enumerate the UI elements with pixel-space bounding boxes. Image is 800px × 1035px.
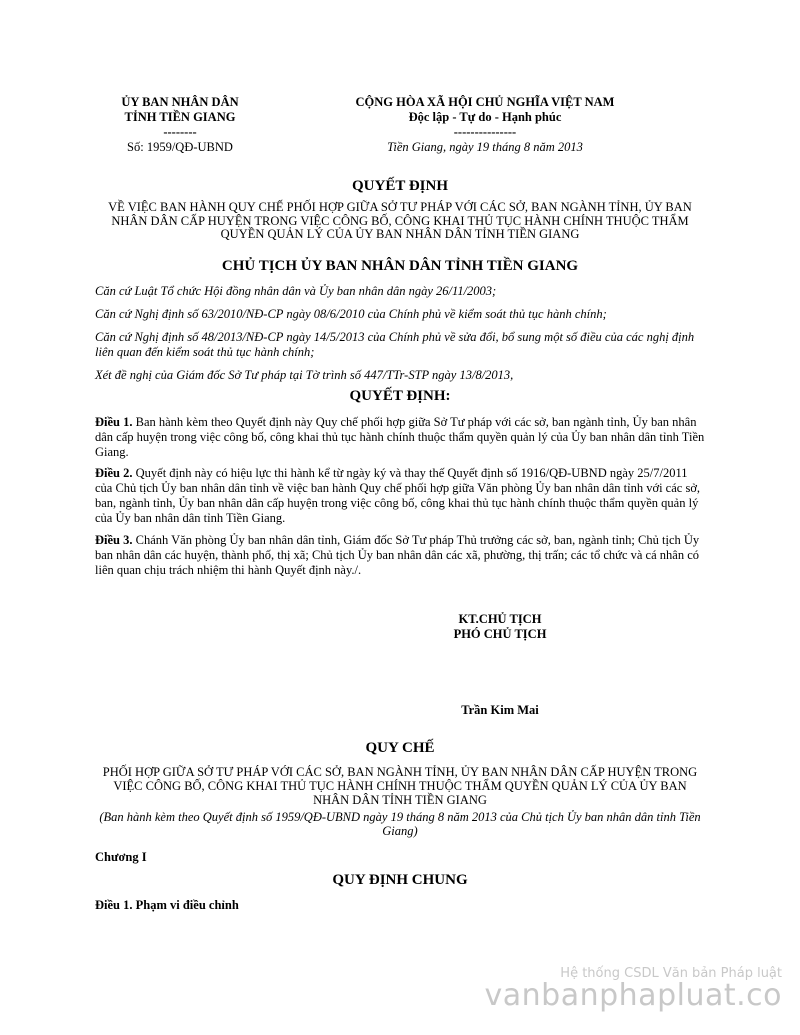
place-date: Tiền Giang, ngày 19 tháng 8 năm 2013 [387, 140, 583, 154]
article-3-label: Điều 3. [95, 533, 133, 547]
article-2 [95, 466, 705, 526]
watermark-line-1: Hệ thống CSDL Văn bản Pháp luật [560, 966, 782, 981]
regulation-title: QUY CHẾ [365, 740, 435, 756]
article-1-label: Điều 1. [95, 415, 133, 429]
country-name: CỘNG HÒA XÃ HỘI CHỦ NGHĨA VIỆT NAM [355, 95, 615, 109]
regulation-subject: PHỐI HỢP GIỮA SỞ TƯ PHÁP VỚI CÁC SỞ, BAN NGÀNH TỈNH, ỦY BAN NHÂN DÂN CẤP HUYỆN TRONG VIỆC CÔNG BỐ, CÔNG KHAI THỦ TỤC HÀNH CHÍNH THUỘC THẨM QUYỀN QUẢN LÝ CỦA ỦY BAN NHÂN DÂN TỈNH TIỀN GIANG [102, 765, 698, 807]
signer-role-2: PHÓ CHỦ TỊCH [453, 627, 547, 641]
article-2-text: Quyết định này có hiệu lực thi hành kể từ ngày ký và thay thế Quyết định số 1916/QĐ-UBND ngày 25/7/2011 của Chủ tịch Ủy ban nhân dân tỉnh về việc ban hành Quy chế phối hợp giữa Văn phòng Ủy ban nhân dân tỉnh với các sở, ban, ngành tỉnh, Ủy ban nhân dân cấp huyện trong việc công bố, công khai thủ tục hành chính thuộc thẩm quyền quản lý của Ủy ban nhân dân tỉnh Tiền Giang. [95, 466, 701, 525]
issuer-title: CHỦ TỊCH ỦY BAN NHÂN DÂN TỈNH TIỀN GIANG [221, 258, 579, 274]
regulation-article-1: Điều 1. Phạm vi điều chỉnh [95, 898, 239, 912]
article-1-text: Ban hành kèm theo Quyết định này Quy chế phối hợp giữa Sở Tư pháp với các sở, ban ngành tỉnh, Ủy ban nhân dân cấp huyện trong việc công bố, công khai thủ tục hành chính thuộc thẩm quyền quản lý của Ủy ban nhân dân tỉnh Tiền Giang. [95, 415, 705, 459]
national-motto: Độc lập - Tự do - Hạnh phúc [408, 110, 562, 124]
article-3-text: Chánh Văn phòng Ủy ban nhân dân tỉnh, Giám đốc Sở Tư pháp Thủ trưởng các sở, ban, ngành tỉnh; Chủ tịch Ủy ban nhân dân các huyện, thành phố, thị xã; Chủ tịch Ủy ban nhân dân các xã, phường, thị trấn; các tổ chức và cá nhân có liên quan chịu trách nhiệm thi hành Quyết định này./. [95, 533, 700, 577]
signer-role-1: KT.CHỦ TỊCH [458, 612, 542, 626]
header-left [90, 95, 270, 155]
decision-title: QUYẾT ĐỊNH [352, 178, 448, 194]
header-left-divider: -------- [163, 125, 197, 139]
document-number: Số: 1959/QĐ-UBND [127, 140, 233, 154]
signer-name: Trần Kim Mai [461, 703, 539, 717]
article-3 [95, 533, 705, 578]
decision-subject: VỀ VIỆC BAN HÀNH QUY CHẾ PHỐI HỢP GIỮA SỞ TƯ PHÁP VỚI CÁC SỞ, BAN NGÀNH TỈNH, ỦY BAN NHÂN DÂN CẤP HUYỆN TRONG VIỆC CÔNG BỐ, CÔNG KHAI THỦ TỤC HÀNH CHÍNH THUỘC THẨM QUYỀN QUẢN LÝ CỦA ỦY BAN NHÂN DÂN TỈNH TIỀN GIANG [108, 200, 692, 241]
chapter-label: Chương I [95, 850, 147, 864]
decides-heading: QUYẾT ĐỊNH: [349, 388, 451, 404]
chapter-title: QUY ĐỊNH CHUNG [332, 872, 468, 888]
province-name: TỈNH TIỀN GIANG [124, 110, 236, 124]
org-name: ỦY BAN NHÂN DÂN [121, 95, 239, 109]
watermark-line-2: vanbanphapluat.co [484, 978, 782, 1013]
header-right-divider: --------------- [453, 125, 517, 139]
legal-basis-4: Xét đề nghị của Giám đốc Sở Tư pháp tại Tờ trình số 447/TTr-STP ngày 13/8/2013, [95, 368, 514, 382]
signature-block [420, 612, 580, 642]
legal-basis-3: Căn cứ Nghị định số 48/2013/NĐ-CP ngày 14/5/2013 của Chính phủ về sửa đổi, bổ sung một số điều của các nghị định liên quan đến kiểm soát thủ tục hành chính; [95, 330, 695, 359]
header-right [300, 95, 670, 155]
regulation-note: (Ban hành kèm theo Quyết định số 1959/QĐ-UBND ngày 19 tháng 8 năm 2013 của Chủ tịch Ủy ban nhân dân tỉnh Tiền Giang) [99, 810, 701, 838]
article-1 [95, 415, 705, 460]
legal-basis-2: Căn cứ Nghị định số 63/2010/NĐ-CP ngày 08/6/2010 của Chính phủ về kiểm soát thủ tục hành chính; [95, 307, 607, 321]
legal-basis-1: Căn cứ Luật Tổ chức Hội đồng nhân dân và Ủy ban nhân dân ngày 26/11/2003; [95, 284, 497, 298]
article-2-label: Điều 2. [95, 466, 133, 480]
